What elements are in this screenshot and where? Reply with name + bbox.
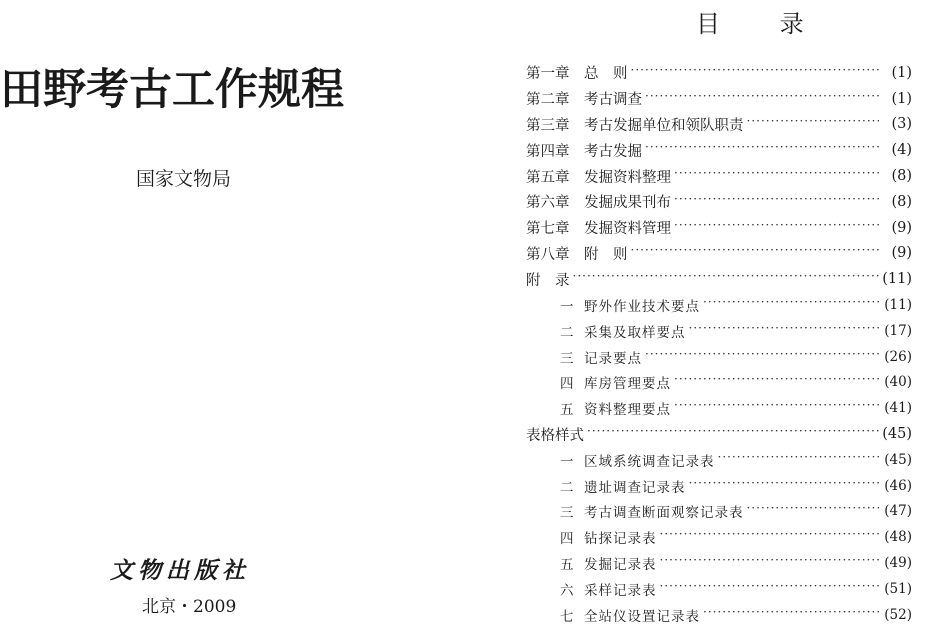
leader-dots [660, 582, 880, 596]
section-title: 附 录 [526, 272, 570, 289]
toc-entry-appendix-5[interactable] [526, 395, 912, 421]
leader-dots [660, 556, 880, 570]
leader-dots [645, 92, 879, 106]
item-number: 一 [560, 453, 574, 470]
title-page [0, 0, 470, 637]
section-title: 表格样式 [526, 427, 584, 444]
toc-entry-appendix-2[interactable] [526, 318, 912, 344]
page-number: (40) [884, 374, 912, 391]
page-number: (52) [884, 606, 912, 623]
leader-dots [674, 375, 879, 389]
item-number: 二 [560, 479, 574, 496]
toc-entry-form-1[interactable] [526, 447, 912, 473]
toc-entry-form-7[interactable] [526, 602, 912, 628]
leader-dots [674, 169, 879, 183]
chapter-title: 发掘资料整理 [584, 169, 671, 186]
chapter-number: 第四章 [526, 143, 570, 160]
chapter-number: 第三章 [526, 117, 570, 134]
toc-entry-form-4[interactable] [526, 524, 912, 550]
leader-dots [674, 195, 879, 209]
chapter-title: 发掘资料管理 [584, 221, 671, 238]
chapter-title: 发掘成果刊布 [584, 195, 671, 212]
leader-dots [573, 272, 880, 286]
toc-entry-appendix-4[interactable] [526, 370, 912, 396]
page-number: (48) [884, 529, 912, 546]
item-number: 六 [560, 582, 574, 599]
page-number: (11) [884, 297, 912, 314]
toc-entry-form-5[interactable] [526, 550, 912, 576]
item-title: 发掘记录表 [584, 557, 657, 574]
page-number: (49) [884, 555, 912, 572]
item-number: 一 [560, 299, 574, 316]
toc-entry-forms[interactable] [526, 421, 912, 447]
item-title: 野外作业技术要点 [584, 299, 700, 316]
page-number: (8) [891, 168, 912, 185]
leader-dots [631, 66, 880, 80]
page-number: (9) [891, 245, 912, 262]
item-number: 四 [560, 531, 574, 548]
page-number: (46) [884, 477, 912, 494]
page-number: (17) [884, 322, 912, 339]
chapter-title: 考古发掘单位和领队职责 [584, 117, 744, 134]
chapter-number: 第二章 [526, 92, 570, 109]
item-number: 五 [560, 557, 574, 574]
leader-dots [747, 117, 880, 131]
page-number: (3) [891, 116, 912, 133]
item-number: 四 [560, 376, 574, 393]
chapter-title: 附 则 [584, 246, 628, 263]
page-number: (1) [891, 90, 912, 107]
toc-page [470, 0, 947, 637]
toc-entry-chapter-7[interactable] [526, 215, 912, 241]
toc-list [526, 60, 912, 628]
page-number: (9) [891, 219, 912, 236]
toc-heading: 目 录 [696, 10, 830, 38]
place-year: 北京・2009 [142, 597, 237, 617]
page-number: (45) [884, 451, 912, 468]
leader-dots [645, 350, 879, 364]
page-number: (4) [891, 142, 912, 159]
chapter-title: 总 则 [584, 66, 628, 83]
chapter-title: 考古调查 [584, 92, 642, 109]
chapter-number: 第八章 [526, 246, 570, 263]
chapter-number: 第五章 [526, 169, 570, 186]
chapter-number: 第六章 [526, 195, 570, 212]
toc-entry-chapter-5[interactable] [526, 163, 912, 189]
leader-dots [660, 530, 880, 544]
toc-entry-form-3[interactable] [526, 499, 912, 525]
item-title: 采集及取样要点 [584, 324, 686, 341]
leader-dots [674, 401, 879, 415]
leader-dots [631, 246, 880, 260]
item-number: 三 [560, 505, 574, 522]
item-number: 七 [560, 608, 574, 625]
toc-entry-chapter-2[interactable] [526, 86, 912, 112]
item-number: 三 [560, 350, 574, 367]
item-title: 钻探记录表 [584, 531, 657, 548]
toc-entry-chapter-8[interactable] [526, 241, 912, 267]
page-number: (11) [882, 271, 912, 288]
chapter-title: 考古发掘 [584, 143, 642, 160]
leader-dots [587, 427, 879, 441]
leader-dots [689, 324, 880, 338]
page-number: (45) [882, 426, 912, 443]
item-title: 资料整理要点 [584, 402, 671, 419]
toc-entry-appendix[interactable] [526, 266, 912, 292]
page-number: (51) [884, 580, 912, 597]
page-number: (1) [891, 64, 912, 81]
toc-entry-form-2[interactable] [526, 473, 912, 499]
item-title: 全站仪设置记录表 [584, 608, 700, 625]
page-number: (41) [884, 400, 912, 417]
leader-dots [718, 453, 880, 467]
book-title: 田野考古工作规程 [0, 65, 344, 115]
toc-entry-chapter-3[interactable] [526, 112, 912, 138]
toc-entry-chapter-1[interactable] [526, 60, 912, 86]
chapter-number: 第七章 [526, 221, 570, 238]
item-title: 区域系统调查记录表 [584, 453, 715, 470]
publisher-logo: 文物出版社 [110, 557, 250, 584]
leader-dots [645, 143, 879, 157]
toc-entry-chapter-4[interactable] [526, 137, 912, 163]
leader-dots [747, 504, 880, 518]
item-title: 遗址调查记录表 [584, 479, 686, 496]
leader-dots [689, 479, 880, 493]
item-title: 记录要点 [584, 350, 642, 367]
toc-entry-appendix-3[interactable] [526, 344, 912, 370]
item-title: 采样记录表 [584, 582, 657, 599]
leader-dots [674, 221, 879, 235]
page-number: (8) [891, 193, 912, 210]
item-title: 库房管理要点 [584, 376, 671, 393]
page-number: (47) [884, 503, 912, 520]
item-number: 二 [560, 324, 574, 341]
toc-entry-form-6[interactable] [526, 576, 912, 602]
item-number: 五 [560, 402, 574, 419]
toc-entry-appendix-1[interactable] [526, 292, 912, 318]
item-title: 考古调查断面观察记录表 [584, 505, 744, 522]
author: 国家文物局 [136, 168, 232, 190]
leader-dots [703, 608, 879, 622]
page-number: (26) [884, 348, 912, 365]
chapter-number: 第一章 [526, 66, 570, 83]
toc-entry-chapter-6[interactable] [526, 189, 912, 215]
leader-dots [703, 298, 879, 312]
